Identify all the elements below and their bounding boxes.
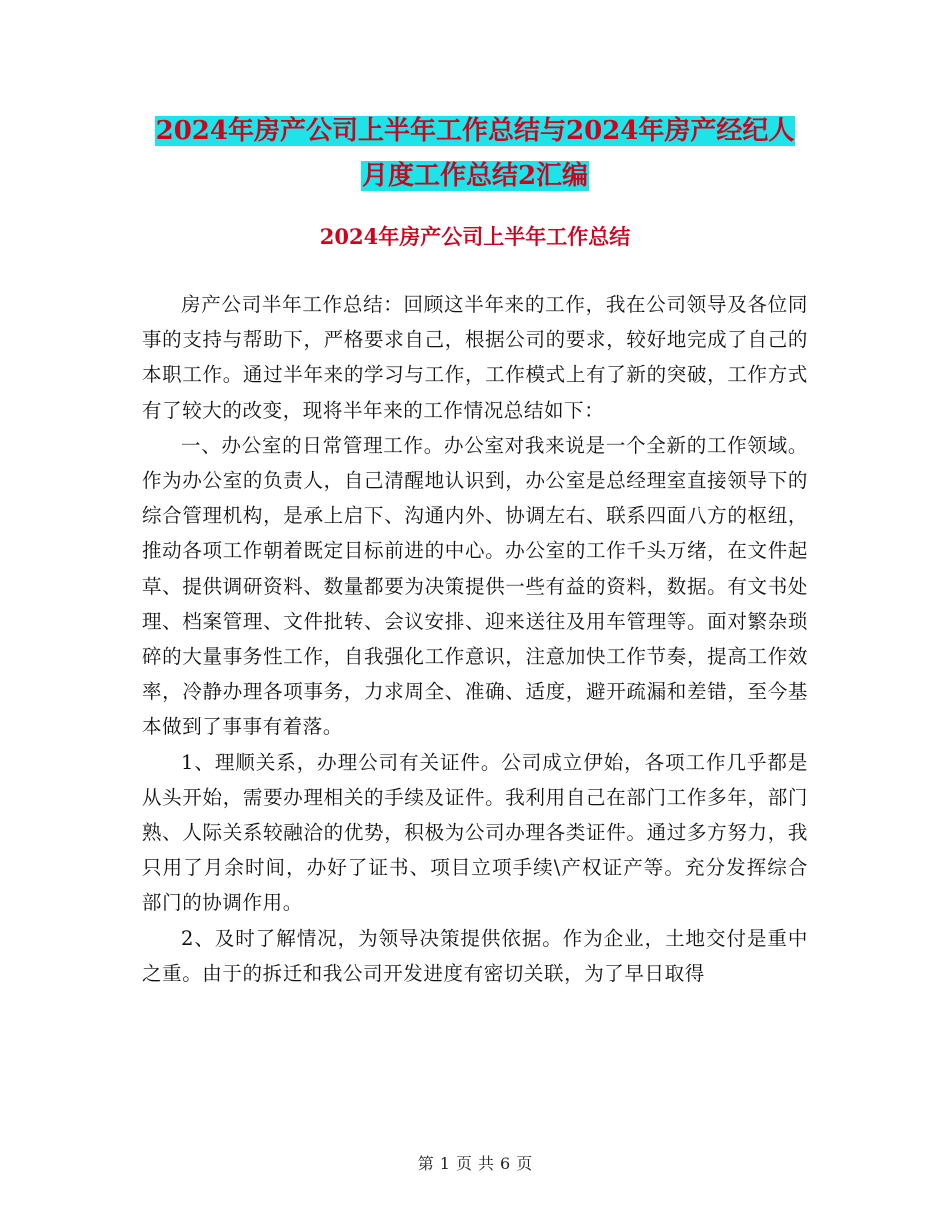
footer-label-total: 共 [478, 1154, 495, 1173]
page-footer [0, 1153, 950, 1175]
footer-total-pages: 6 [500, 1154, 511, 1173]
document-body [142, 287, 808, 991]
paragraph-decision-support: 2、及时了解情况，为领导决策提供依据。作为企业，土地交付是重中之重。由于的拆迁和我公司开发进度有密切关联，为了早日取得 [142, 926, 808, 985]
paragraph-certificates: 1、理顺关系，办理公司有关证件。公司成立伊始，各项工作几乎都是从头开始，需要办理相关的手续及证件。我利用自己在部门工作多年，部门熟、人际关系较融洽的优势，积极为公司办理各类证件。通过多方努力，我只用了月余时间，办好了证书、项目立项手续\产权证产等。充分发挥综合部门的协调作用。 [142, 750, 808, 915]
document-title-line-1 [0, 113, 950, 149]
document-title-line-2-text: 月度工作总结2汇编 [361, 161, 589, 191]
footer-label-page: 第 [417, 1154, 434, 1173]
footer-current-page: 1 [439, 1154, 450, 1173]
document-title-line-1-text: 2024年房产公司上半年工作总结与2024年房产经纪人 [155, 116, 795, 146]
paragraph-office-management: 一、办公室的日常管理工作。办公室对我来说是一个全新的工作领域。作为办公室的负责人，自己清醒地认识到，办公室是总经理室直接领导下的综合管理机构，是承上启下、沟通内外、协调左右、联系四面八方的枢纽，推动各项工作朝着既定目标前进的中心。办公室的工作千头万绪，在文件起草、提供调研资料、数量都要为决策提供一些有益的资料，数据。有文书处理、档案管理、文件批转、会议安排、迎来送往及用车管理等。面对繁杂琐碎的大量事务性工作，自我强化工作意识，注意加快工作节奏，提高工作效率，冷静办理各项事务，力求周全、准确、适度，避开疏漏和差错，至今基本做到了事事有着落。 [142, 433, 808, 739]
section-heading: 2024年房产公司上半年工作总结 [319, 224, 631, 249]
document-title-line-2 [0, 158, 950, 194]
paragraph-intro: 房产公司半年工作总结：回顾这半年来的工作，我在公司领导及各位同事的支持与帮助下，严格要求自己，根据公司的要求，较好地完成了自己的本职工作。通过半年来的学习与工作，工作模式上有了新的突破，工作方式有了较大的改变，现将半年来的工作情况总结如下： [142, 293, 808, 422]
footer-label-of: 页 [455, 1154, 472, 1173]
footer-label-end: 页 [516, 1154, 533, 1173]
